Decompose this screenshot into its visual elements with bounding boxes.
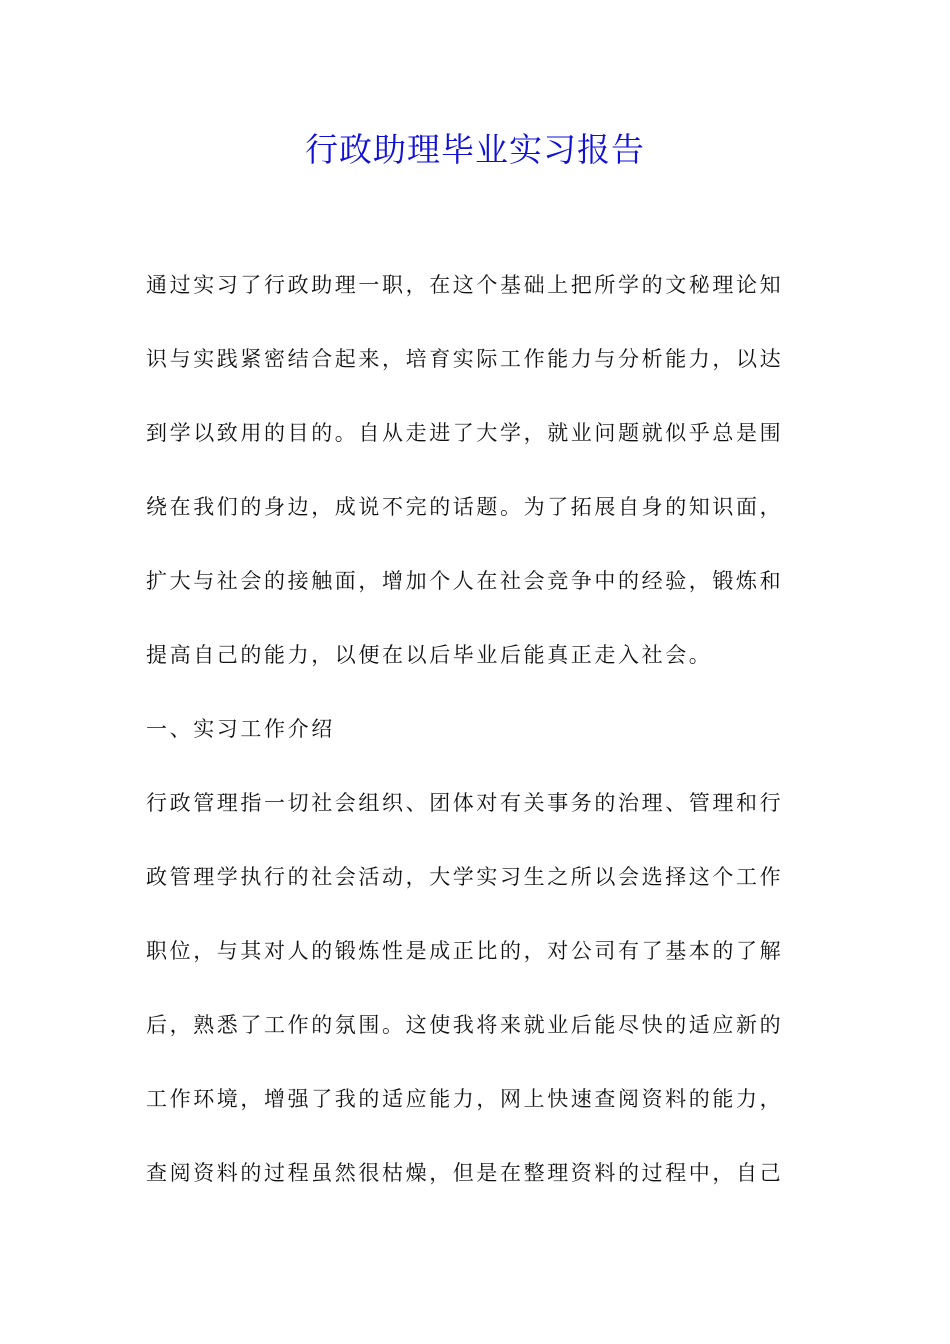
paragraph-line: 政管理学执行的社会活动，大学实习生之所以会选择这个工作	[146, 865, 784, 889]
paragraph-line: 查阅资料的过程虽然很枯燥，但是在整理资料的过程中，自己	[146, 1161, 784, 1185]
paragraph-line: 工作环境，增强了我的适应能力，网上快速查阅资料的能力，	[146, 1087, 784, 1111]
document-body	[146, 263, 806, 1225]
paragraph-line: 到学以致用的目的。自从走进了大学，就业问题就似乎总是围	[146, 421, 784, 445]
section-heading: 一、实习工作介绍	[146, 717, 335, 741]
page-title: 行政助理毕业实习报告	[305, 130, 645, 169]
paragraph-line: 绕在我们的身边，成说不完的话题。为了拓展自身的知识面，	[146, 495, 784, 519]
paragraph-line: 通过实习了行政助理一职，在这个基础上把所学的文秘理论知	[146, 273, 784, 297]
paragraph-line: 行政管理指一切社会组织、团体对有关事务的治理、管理和行	[146, 791, 784, 815]
paragraph-line: 职位，与其对人的锻炼性是成正比的，对公司有了基本的了解	[146, 939, 784, 963]
paragraph-line: 提高自己的能力，以便在以后毕业后能真正走入社会。	[146, 643, 713, 667]
paragraph-line: 后，熟悉了工作的氛围。这使我将来就业后能尽快的适应新的	[146, 1013, 784, 1037]
paragraph-line: 扩大与社会的接触面，增加个人在社会竞争中的经验，锻炼和	[146, 569, 784, 593]
paragraph-line: 识与实践紧密结合起来，培育实际工作能力与分析能力，以达	[146, 347, 784, 371]
